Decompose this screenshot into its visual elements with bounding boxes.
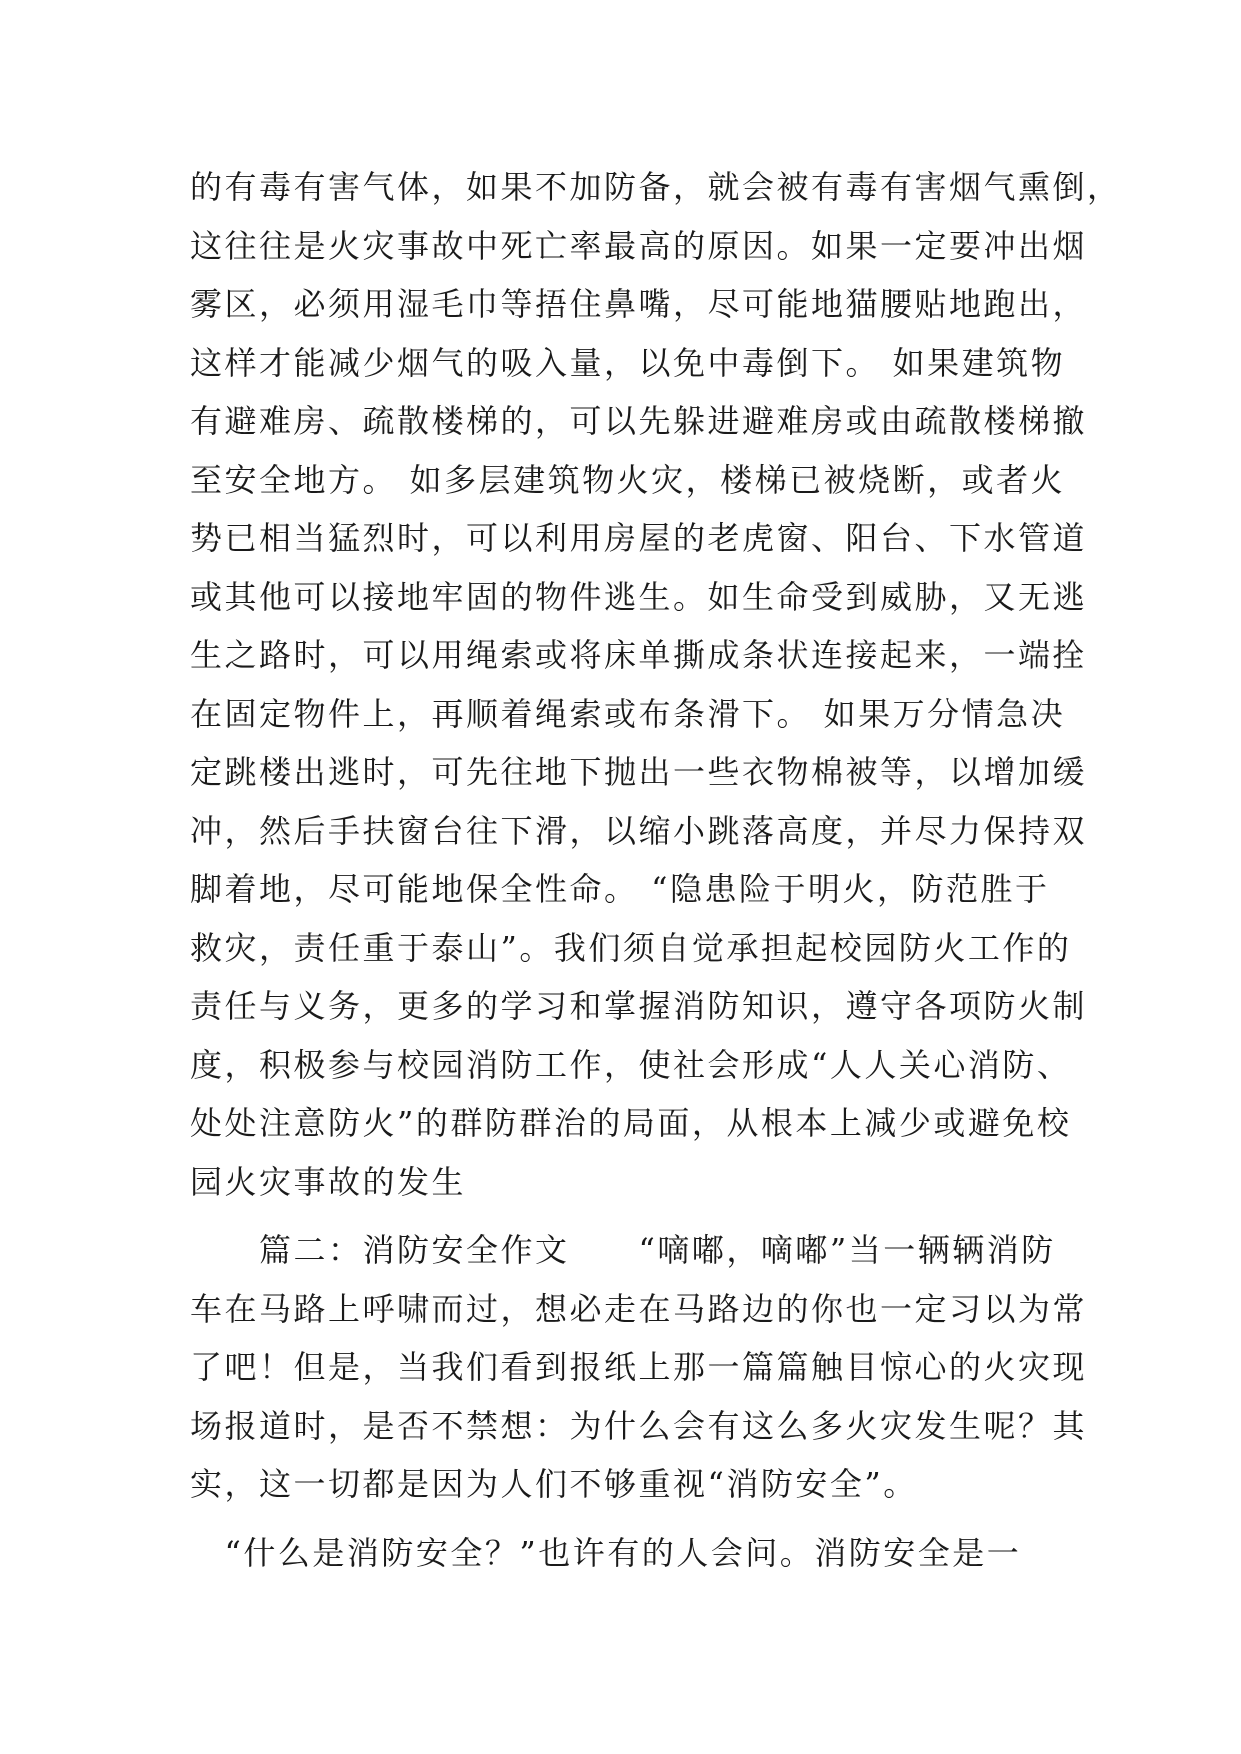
- paragraph-essay-two: [190, 1221, 1088, 1514]
- text-line: 救灾，责任重于泰山”。我们须自觉承担起校园防火工作的: [190, 928, 1072, 967]
- text-line: 脚着地，尽可能地保全性命。 “隐患险于明火，防范胜于: [190, 870, 1050, 908]
- text-line: 势已相当猛烈时，可以利用房屋的老虎窗、阳台、下水管道: [190, 519, 1088, 557]
- text-line: 生之路时，可以用绳索或将床单撕成条状连接起来，一端拴: [190, 636, 1088, 674]
- text-line: 在固定物件上，再顺着绳索或布条滑下。 如果万分情急决: [190, 694, 1066, 733]
- text-line: 有避难房、疏散楼梯的，可以先躲进避难房或由疏散楼梯撤: [190, 402, 1088, 440]
- text-line: 园火灾事故的发生: [190, 1162, 467, 1201]
- document-body: [190, 158, 1122, 1582]
- text-line: 至安全地方。 如多层建筑物火灾，楼梯已被烧断，或者火: [190, 460, 1066, 499]
- paragraph-fire-escape: [190, 158, 1122, 1211]
- text-line: 这往往是火灾事故中死亡率最高的原因。如果一定要冲出烟: [190, 226, 1088, 265]
- text-line: 责任与义务，更多的学习和掌握消防知识，遵守各项防火制: [190, 987, 1088, 1025]
- text-line: 实，这一切都是因为人们不够重视“消防安全”。: [190, 1465, 918, 1503]
- text-line: “什么是消防安全？”也许有的人会问。消防安全是一: [190, 1533, 1022, 1572]
- text-line: 篇二：消防安全作文 “嘀嘟，嘀嘟”当一辆辆消防: [190, 1231, 1056, 1269]
- text-line: 雾区，必须用湿毛巾等捂住鼻嘴，尽可能地猫腰贴地跑出，: [190, 285, 1088, 323]
- text-line: 场报道时，是否不禁想：为什么会有这么多火灾发生呢？其: [190, 1406, 1088, 1445]
- text-line: 这样才能减少烟气的吸入量，以免中毒倒下。 如果建筑物: [190, 343, 1066, 382]
- text-line: 或其他可以接地牢固的物件逃生。如生命受到威胁，又无逃: [190, 577, 1088, 616]
- text-line: 处处注意防火”的群防群治的局面，从根本上减少或避免校: [190, 1104, 1072, 1142]
- text-line: 的有毒有害气体，如果不加防备，就会被有毒有害烟气熏倒，: [190, 168, 1122, 206]
- text-line: 冲，然后手扶窗台往下滑，以缩小跳落高度，并尽力保持双: [190, 811, 1088, 850]
- text-line: 车在马路上呼啸而过，想必走在马路边的你也一定习以为常: [190, 1289, 1088, 1328]
- text-line: 了吧！但是，当我们看到报纸上那一篇篇触目惊心的火灾现: [190, 1348, 1088, 1386]
- paragraph-what-is-fire-safety: [190, 1524, 1070, 1583]
- text-line: 度，积极参与校园消防工作，使社会形成“人人关心消防、: [190, 1045, 1072, 1084]
- text-line: 定跳楼出逃时，可先往地下抛出一些衣物棉被等，以增加缓: [190, 753, 1088, 791]
